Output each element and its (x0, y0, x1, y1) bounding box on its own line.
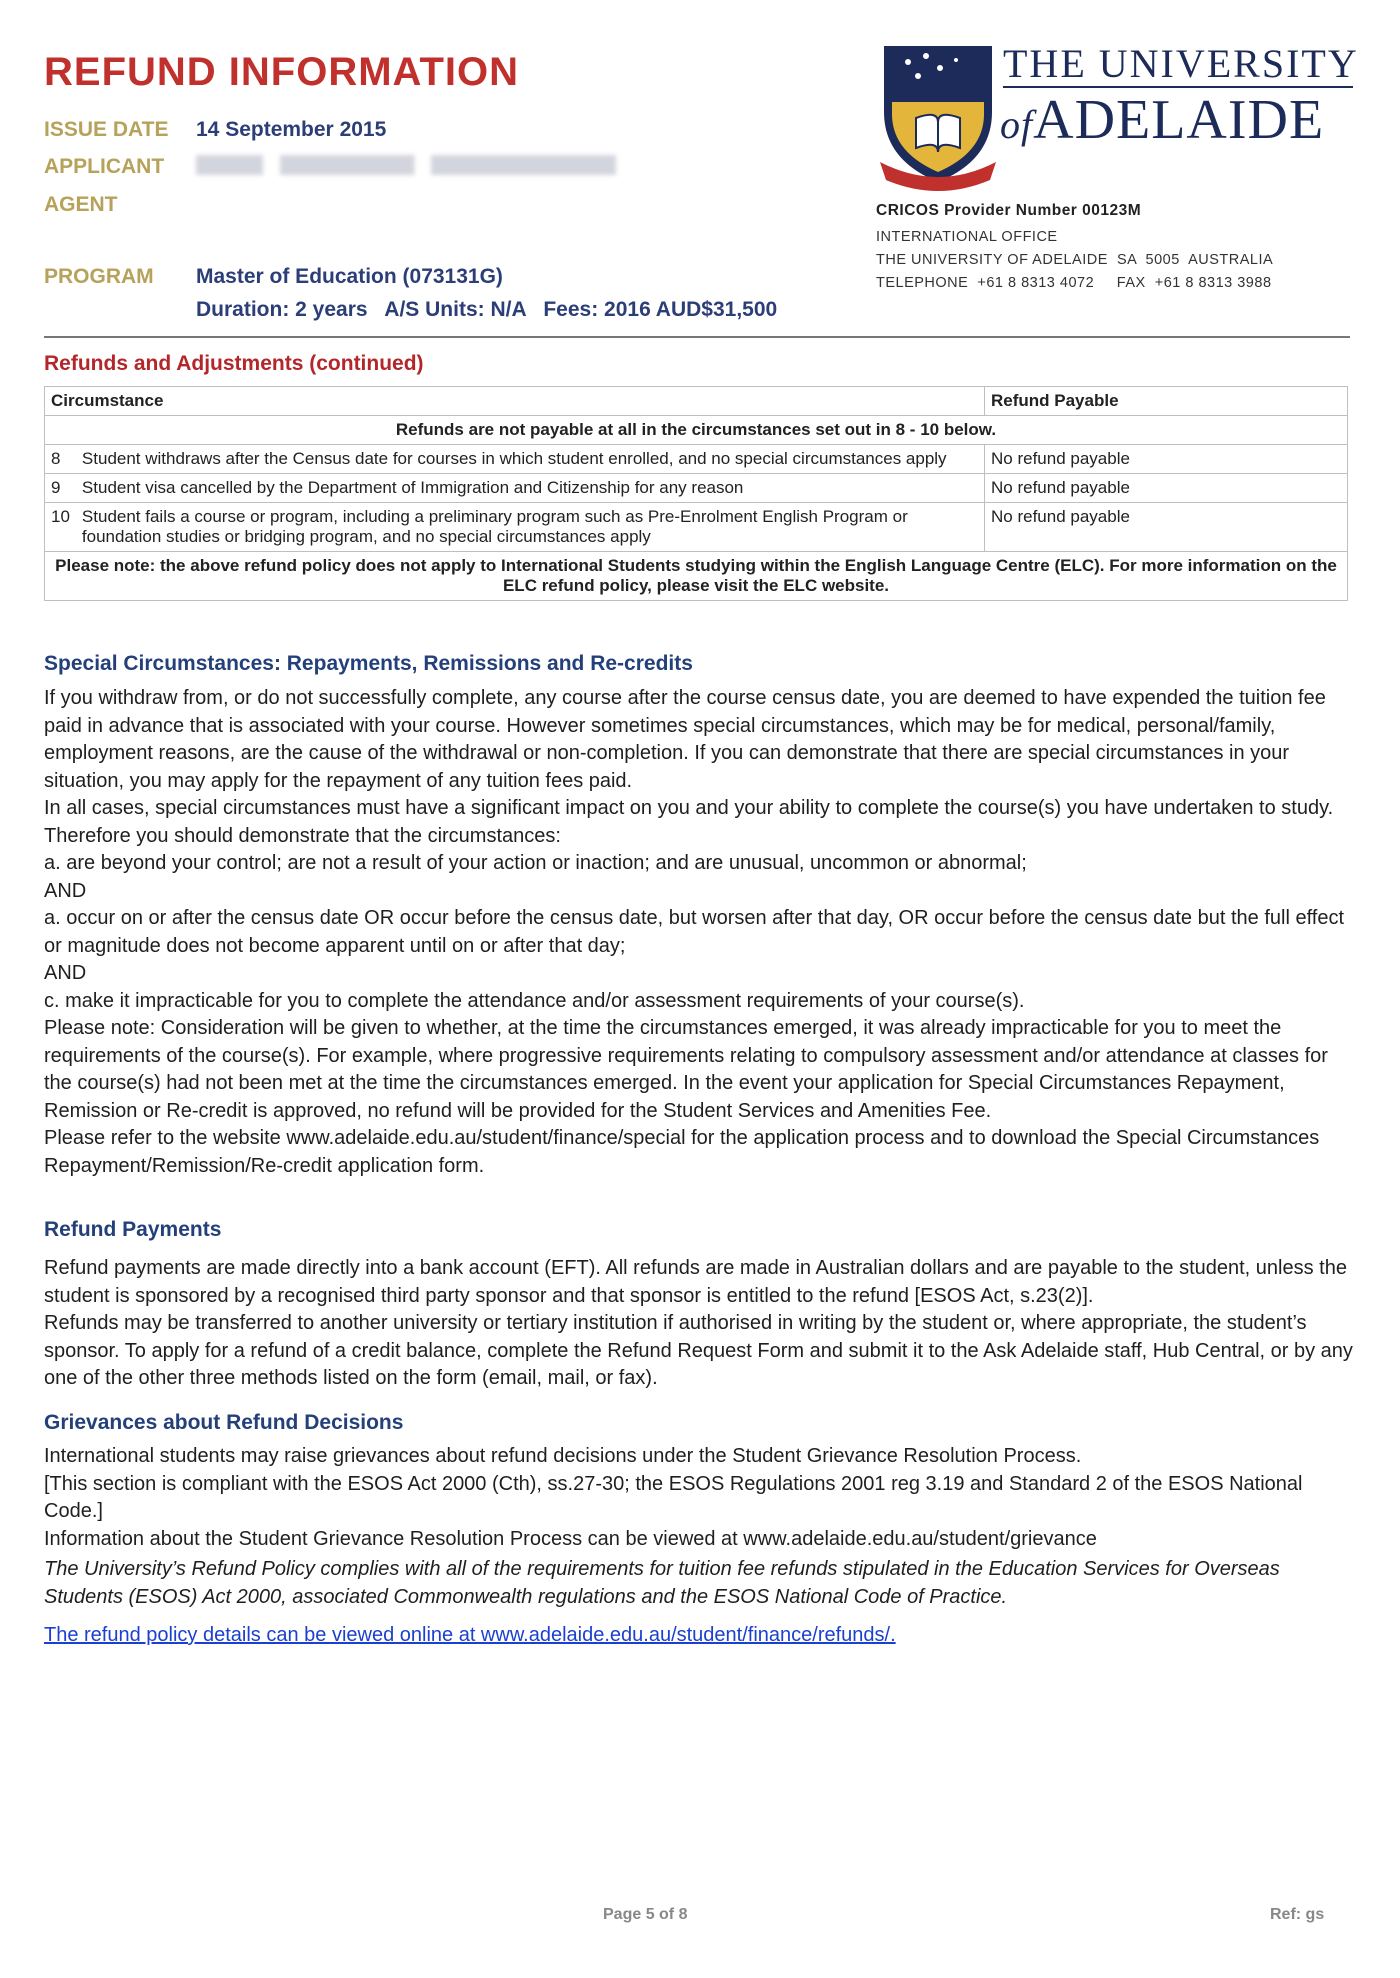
university-name-of: of (1000, 102, 1034, 147)
issue-date-label: ISSUE DATE (44, 118, 169, 141)
row-refund: No refund payable (985, 503, 1348, 552)
table-elc-row (45, 552, 1348, 601)
university-name-line2 (1000, 88, 1324, 152)
row-number: 8 (45, 445, 76, 474)
special-and: AND (44, 962, 87, 984)
special-circumstances-body (44, 685, 1354, 1180)
col-refund-payable: Refund Payable (985, 387, 1348, 416)
row-refund: No refund payable (985, 445, 1348, 474)
special-paragraph: If you withdraw from, or do not successfully complete, any course after the course census date, you are deemed to have expended the tuition fee paid in advance that is associated with your course. However sometimes special circumstances, which may be for medical, personal/family, employment reasons, are the cause of the withdrawal or non-completion. If you can demonstrate that there are special circumstances in your situation, you may apply for the repayment of any tuition fees paid. (44, 687, 1326, 792)
table-row (45, 445, 1348, 474)
special-paragraph: Therefore you should demonstrate that the circumstances: (44, 824, 561, 847)
grievances-heading: Grievances about Refund Decisions (44, 1411, 404, 1434)
refund-table (44, 386, 1348, 601)
cricos-number: CRICOS Provider Number 00123M (876, 202, 1142, 219)
row-number: 9 (45, 474, 76, 503)
special-paragraph: a. are beyond your control; are not a result of your action or inaction; and are unusual, uncommon or abnormal; (44, 852, 1027, 874)
table-header-row (45, 387, 1348, 416)
payments-paragraph: Refund payments are made directly into a bank account (EFT). All refunds are made in Australian dollars and are payable to the student, unless the student is sponsored by a recognised third party sponsor and that sponsor is entitled to the refund [ESOS Act, s.23(2)]. (44, 1257, 1347, 1307)
special-circumstances-heading: Special Circumstances: Repayments, Remissions and Re-credits (44, 652, 693, 675)
special-paragraph: Please refer to the website www.adelaide.edu.au/student/finance/special for the application process and to download the Special Circumstances Repayment/Remission/Re-credit application form. (44, 1127, 1320, 1177)
not-payable-note: Refunds are not payable at all in the circumstances set out in 8 - 10 below. (45, 416, 1348, 445)
program-label: PROGRAM (44, 265, 154, 288)
program-value: Master of Education (073131G) (196, 265, 503, 288)
university-name-line1: THE UNIVERSITY (1003, 41, 1359, 86)
office-phone-fax: TELEPHONE +61 8 8313 4072 FAX +61 8 8313 3988 (876, 275, 1272, 291)
refund-payments-heading: Refund Payments (44, 1218, 222, 1241)
university-name-adelaide: ADELAIDE (1033, 89, 1325, 151)
program-details: Duration: 2 years A/S Units: N/A Fees: 2016 AUD$31,500 (196, 298, 778, 321)
row-circumstance: Student fails a course or program, including a preliminary program such as Pre-Enrolment English Program or foundation studies or bridging program, and no special circumstances apply (76, 503, 985, 552)
row-circumstance: Student withdraws after the Census date for courses in which student enrolled, and no special circumstances apply (76, 445, 985, 474)
policy-link-line (44, 1622, 1354, 1650)
row-number: 10 (45, 503, 76, 552)
refund-policy-link[interactable]: The refund policy details can be viewed online at www.adelaide.edu.au/student/finance/refunds/. (44, 1624, 896, 1646)
row-circumstance: Student visa cancelled by the Department of Immigration and Citizenship for any reason (76, 474, 985, 503)
table-row (45, 503, 1348, 552)
reference: Ref: gs (1270, 1906, 1325, 1923)
compliance-statement: The University’s Refund Policy complies with all of the requirements for tuition fee refunds stipulated in the Education Services for Overseas Students (ESOS) Act 2000, associated Commonwealth regulations and the ESOS National Code of Practice. (44, 1558, 1280, 1608)
university-crest-logo (878, 42, 998, 192)
special-paragraph: a. occur on or after the census date OR occur before the census date, but worsen after that day, OR occur before the census date but the full effect or magnitude does not become apparent until on or after that day; (44, 907, 1344, 957)
issue-date-value: 14 September 2015 (196, 118, 387, 141)
special-and: AND (44, 879, 87, 902)
grievances-paragraph: [This section is compliant with the ESOS Act 2000 (Cth), ss.27-30; the ESOS Regulations 2001 reg 3.19 and Standard 2 of the ESOS National Code.] (44, 1472, 1303, 1522)
special-paragraph: c. make it impracticable for you to complete the attendance and/or assessment requirements of your course(s). (44, 989, 1025, 1012)
special-paragraph: Please note: Consideration will be given to whether, at the time the circumstances emerged, it was already impracticable for you to meet the requirements of the course(s). For example, where progressive requirements relating to compulsory assessment and/or attendance at classes for the course(s) had not been met at the time the circumstances emerged. In the event your application for Special Circumstances Repayment, Remission or Re-credit is approved, no refund will be provided for the Student Services and Amenities Fee. (44, 1017, 1328, 1122)
office-address: THE UNIVERSITY OF ADELAIDE SA 5005 AUSTRALIA (876, 252, 1274, 268)
table-row (45, 474, 1348, 503)
table-note-row (45, 416, 1348, 445)
applicant-label: APPLICANT (44, 155, 165, 178)
page-number: Page 5 of 8 (603, 1906, 688, 1923)
refunds-heading: Refunds and Adjustments (continued) (44, 352, 424, 375)
payments-paragraph: Refunds may be transferred to another university or tertiary institution if authorised in writing by the student or, where appropriate, the student’s sponsor. To apply for a refund of a credit balance, complete the Refund Request Form and submit it to the Ask Adelaide staff, Hub Central, or by any one of the other three methods listed on the form (email, mail, or fax). (44, 1312, 1353, 1389)
grievances-paragraph: Information about the Student Grievance Resolution Process can be viewed at www.adelaide.edu.au/student/grievance (44, 1527, 1097, 1550)
applicant-redacted (196, 155, 616, 175)
page-title: REFUND INFORMATION (44, 50, 519, 94)
elc-note: Please note: the above refund policy does not apply to International Students studying within the English Language Centre (ELC). For more information on the ELC refund policy, please visit the ELC website. (45, 552, 1348, 601)
grievances-paragraph: International students may raise grievances about refund decisions under the Student Grievance Resolution Process. (44, 1445, 1082, 1467)
row-refund: No refund payable (985, 474, 1348, 503)
col-circumstance: Circumstance (45, 387, 985, 416)
refund-payments-body (44, 1255, 1354, 1393)
header-divider (44, 336, 1350, 338)
agent-label: AGENT (44, 193, 118, 216)
office-name: INTERNATIONAL OFFICE (876, 229, 1058, 245)
grievances-body (44, 1443, 1354, 1553)
special-paragraph: In all cases, special circumstances must have a significant impact on you and your ability to complete the course(s) you have undertaken to study. (44, 797, 1334, 819)
